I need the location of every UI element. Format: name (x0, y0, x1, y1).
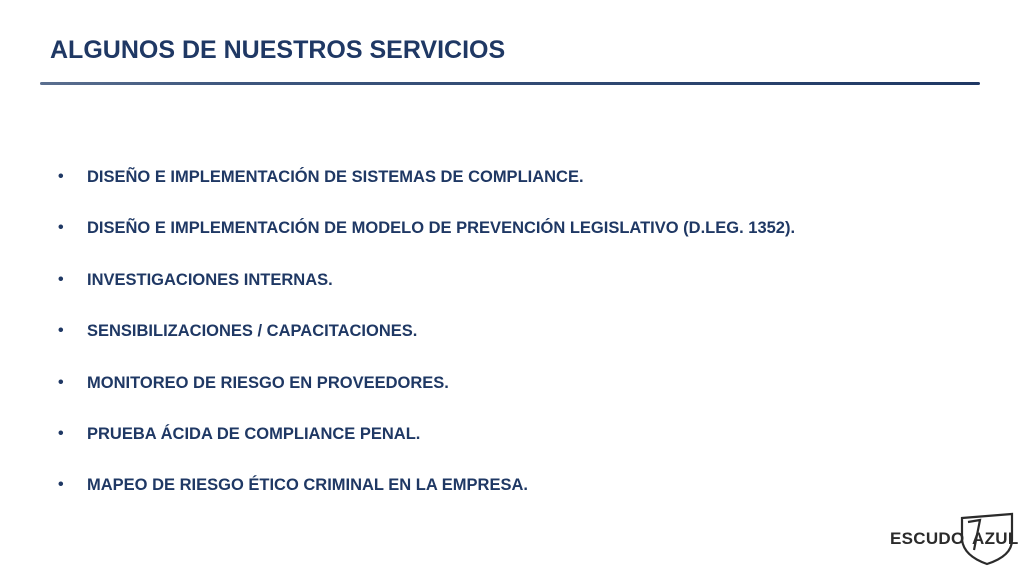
list-item-text: DISEÑO E IMPLEMENTACIÓN DE MODELO DE PREVENCIÓN LEGISLATIVO (D.LEG. 1352). (87, 219, 796, 238)
bullet-icon: • (58, 168, 64, 185)
bullet-icon: • (58, 322, 64, 340)
list-item-text: MAPEO DE RIESGO ÉTICO CRIMINAL EN LA EMPRESA. (87, 476, 528, 495)
list-item (56, 320, 795, 371)
bullet-icon: • (58, 476, 64, 494)
list-item-text: INVESTIGACIONES INTERNAS. (87, 270, 333, 289)
list-item (56, 217, 795, 268)
list-item (56, 372, 795, 423)
slide-title: ALGUNOS DE NUESTROS SERVICIOS (50, 36, 506, 64)
list-item (56, 269, 795, 320)
logo-word-right: AZUL (972, 529, 1019, 548)
services-list (56, 166, 795, 526)
list-item-text: DISEÑO E IMPLEMENTACIÓN DE SISTEMAS DE COMPLIANCE. (87, 168, 584, 186)
list-item-text: MONITOREO DE RIESGO EN PROVEEDORES. (87, 373, 449, 392)
list-item-text: PRUEBA ÁCIDA DE COMPLIANCE PENAL. (87, 424, 421, 443)
logo-word-left: ESCUDO (890, 529, 965, 548)
bullet-icon: • (58, 219, 64, 237)
bullet-icon: • (58, 424, 64, 442)
company-logo (888, 508, 1018, 568)
title-divider (40, 82, 980, 85)
bullet-icon: • (58, 270, 64, 288)
list-item (56, 166, 795, 217)
list-item (56, 474, 795, 525)
list-item-text: SENSIBILIZACIONES / CAPACITACIONES. (87, 322, 418, 341)
bullet-icon: • (58, 373, 64, 391)
list-item (56, 423, 795, 474)
